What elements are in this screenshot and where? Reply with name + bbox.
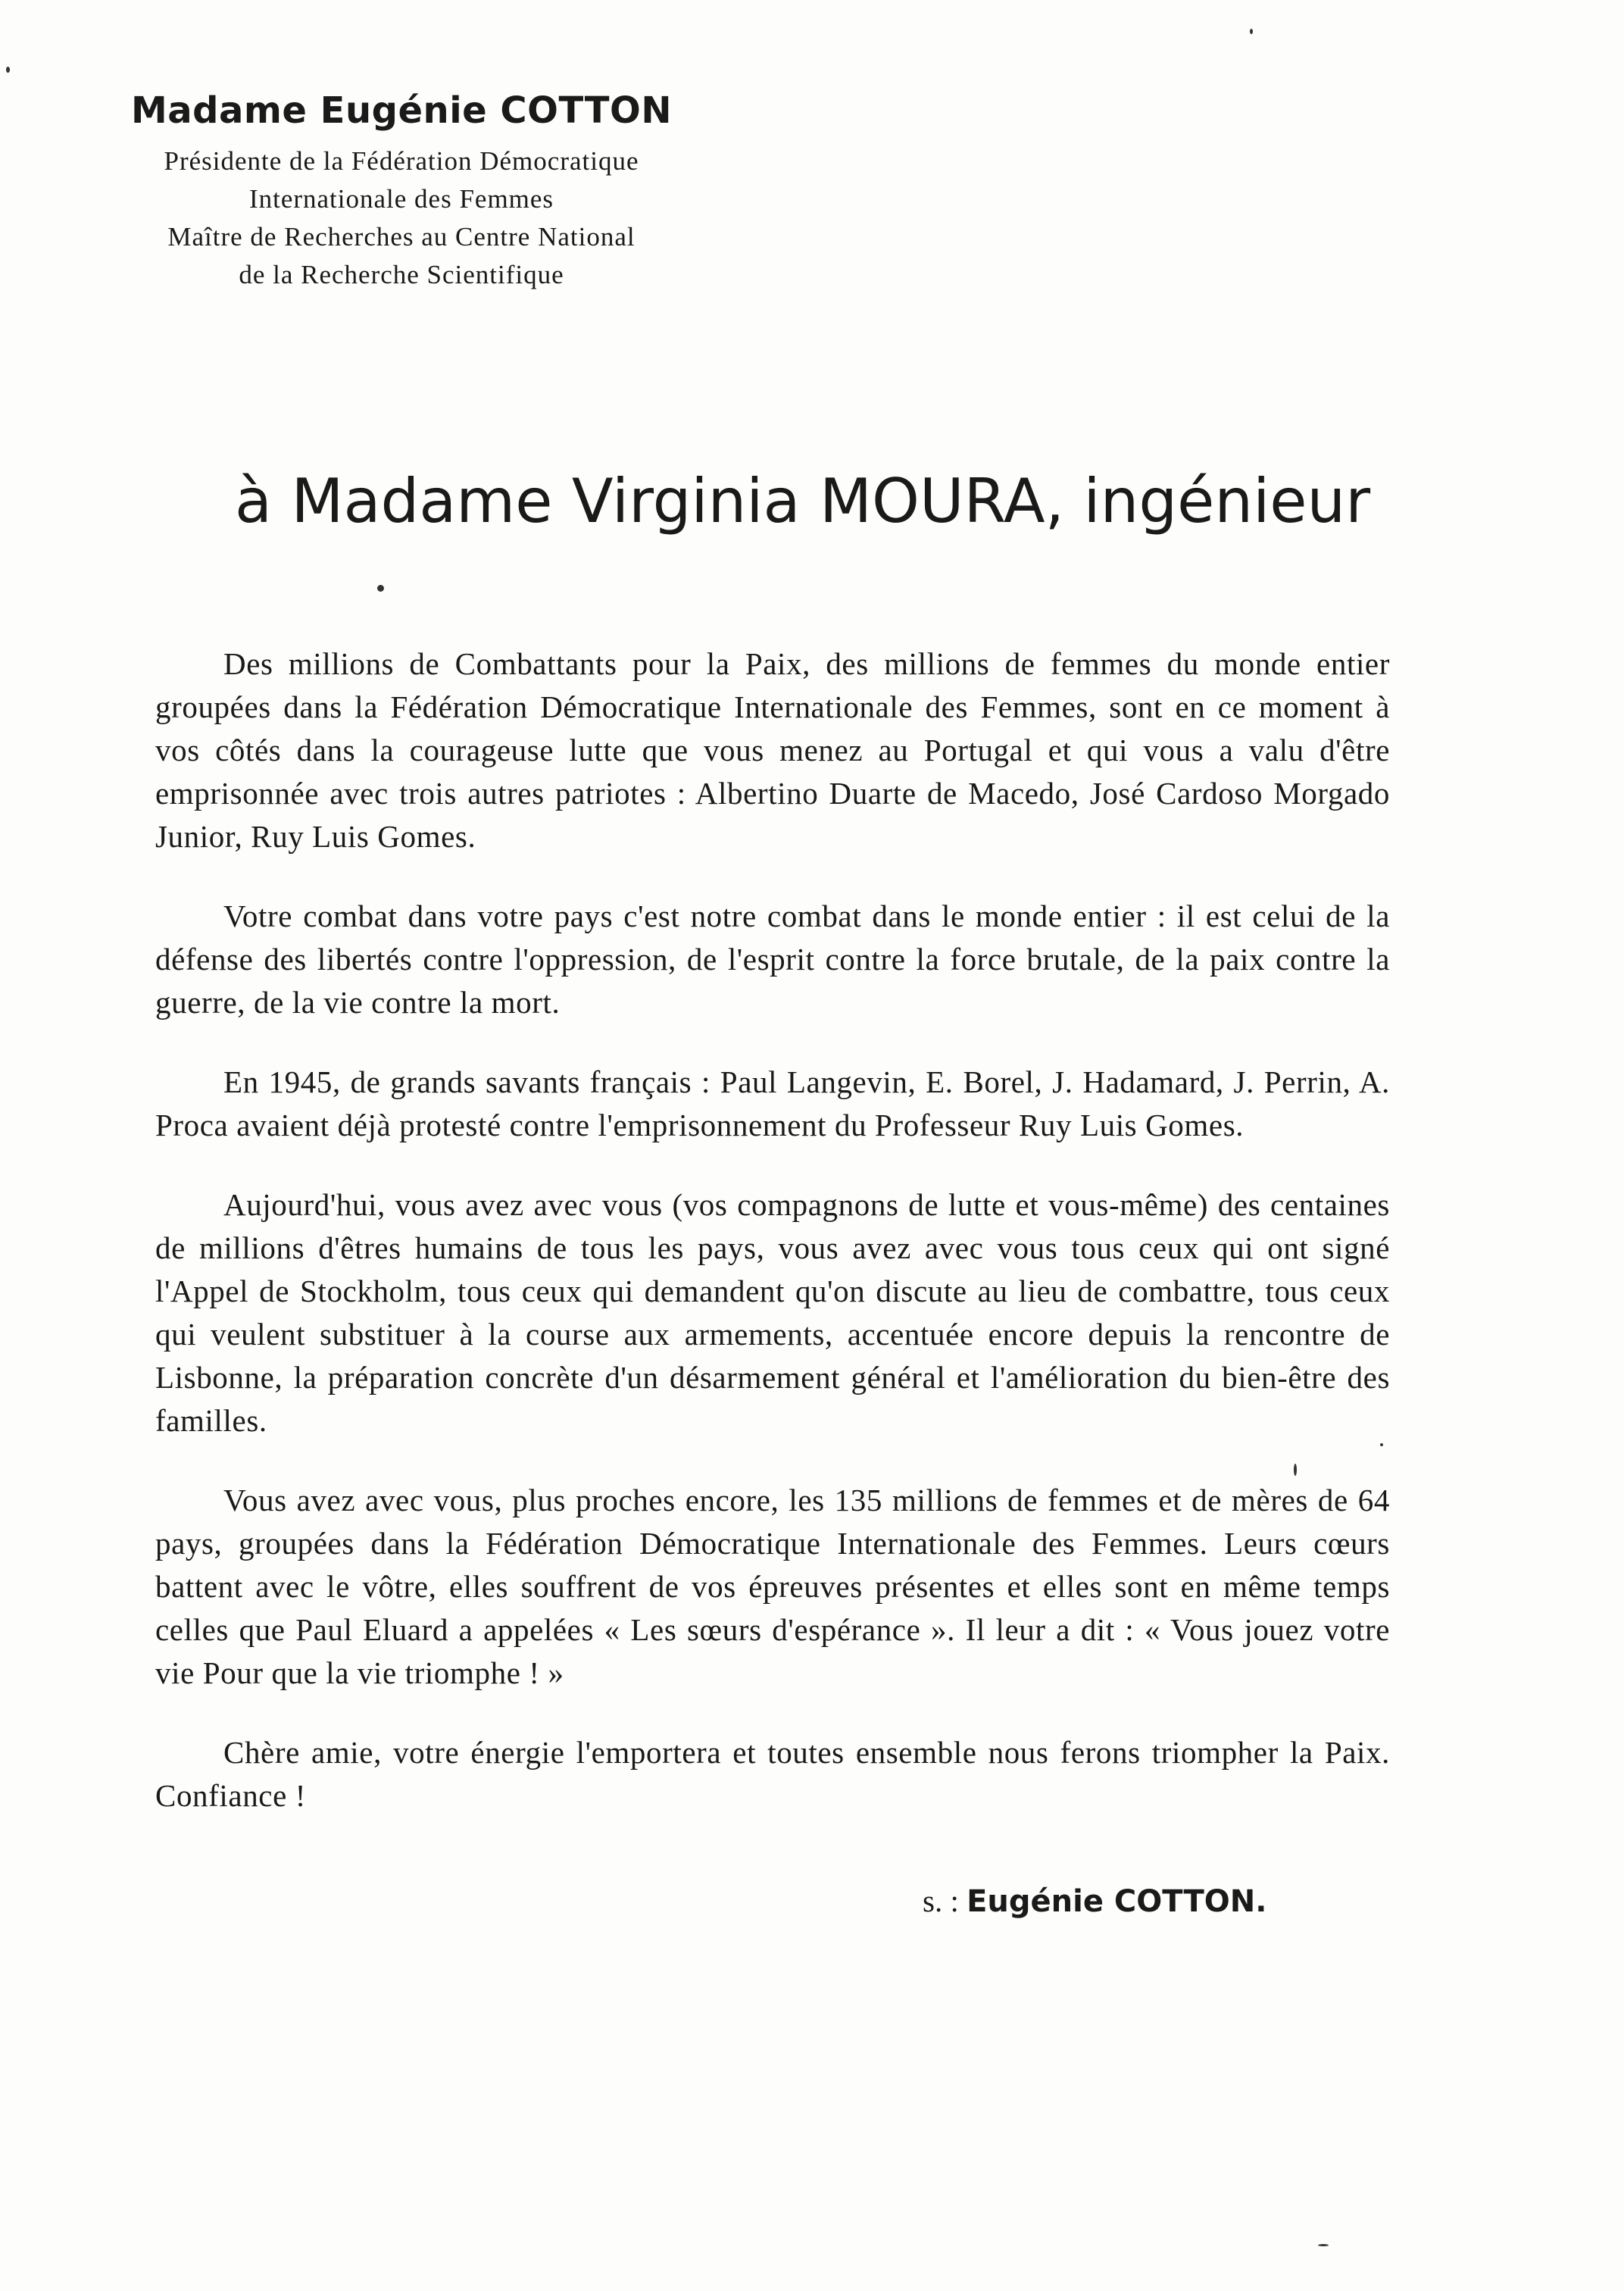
print-speck bbox=[1380, 1443, 1383, 1446]
paragraph: Des millions de Combattants pour la Paix, des millions de femmes du monde entier groupées dans la Fédération Démocratique Internationale des Femmes, sont en ce moment à vos côtés dans la courageuse lutte que vous menez au Portugal et qui vous a valu d'être emprisonnée avec trois autres patriotes : Albertino Duarte de Macedo, José Cardoso Morgado Junior, Ruy Luis Gomes. bbox=[155, 646, 1390, 854]
paragraph: Aujourd'hui, vous avez avec vous (vos compagnons de lutte et vous-même) des centaines de millions d'êtres humains de tous les pays, vous avez avec vous tous ceux qui ont signé l'Appel de Stockholm, tous ceux qui demandent qu'on discute au lieu de combattre, tous ceux qui veulent substituer à la course aux armements, accentuée encore depuis la rencontre de Lisbonne, la préparation concrète d'un désarmement général et l'amélioration du bien-être des familles. bbox=[155, 1187, 1390, 1438]
sender-title-line-4: de la Recherche Scientifique bbox=[239, 260, 564, 289]
sender-title-line-2: Internationale des Femmes bbox=[248, 184, 554, 214]
print-speck bbox=[6, 67, 10, 73]
print-speck bbox=[1250, 29, 1253, 34]
print-speck bbox=[1294, 1464, 1297, 1476]
sender-title-line-1: Présidente de la Fédération Démocratique bbox=[164, 146, 639, 176]
print-speck bbox=[377, 585, 384, 592]
sender-name: Madame Eugénie COTTON bbox=[130, 89, 673, 132]
sender-title-line-3: Maître de Recherches au Centre National bbox=[167, 222, 636, 252]
paragraph: En 1945, de grands savants français : Paul Langevin, E. Borel, J. Hadamard, J. Perrin, A. Proca avaient déjà protesté contre l'emprisonnement du Professeur Ruy Luis Gomes. bbox=[155, 1064, 1390, 1142]
signature-prefix: s. : bbox=[923, 1883, 959, 1918]
signature-name: Eugénie COTTON. bbox=[967, 1884, 1267, 1919]
paragraph: Vous avez avec vous, plus proches encore, les 135 millions de femmes et de mères de 64 pays, groupées dans la Fédération Démocratique Internationale des Femmes. Leurs cœurs battent avec le vôtre, elles souffrent de vos épreuves présentes et elles sont en même temps celles que Paul Eluard a appelées « Les sœurs d'espérance ». Il leur a dit : « Vous jouez votre vie Pour que la vie triomphe ! » bbox=[155, 1483, 1390, 1690]
print-speck bbox=[1318, 2244, 1329, 2246]
signature bbox=[923, 1883, 1266, 1919]
recipient-heading: à Madame Virginia MOURA, ingénieur bbox=[235, 466, 1371, 536]
paragraph: Votre combat dans votre pays c'est notre combat dans le monde entier : il est celui de la défense des libertés contre l'oppression, de l'esprit contre la force brutale, de la paix contre la guerre, de la vie contre la mort. bbox=[155, 899, 1390, 1020]
paragraph: Chère amie, votre énergie l'emportera et toutes ensemble nous ferons triompher la Paix. Confiance ! bbox=[155, 1735, 1390, 1813]
sender-header bbox=[76, 89, 727, 294]
letter-body bbox=[155, 642, 1390, 1854]
